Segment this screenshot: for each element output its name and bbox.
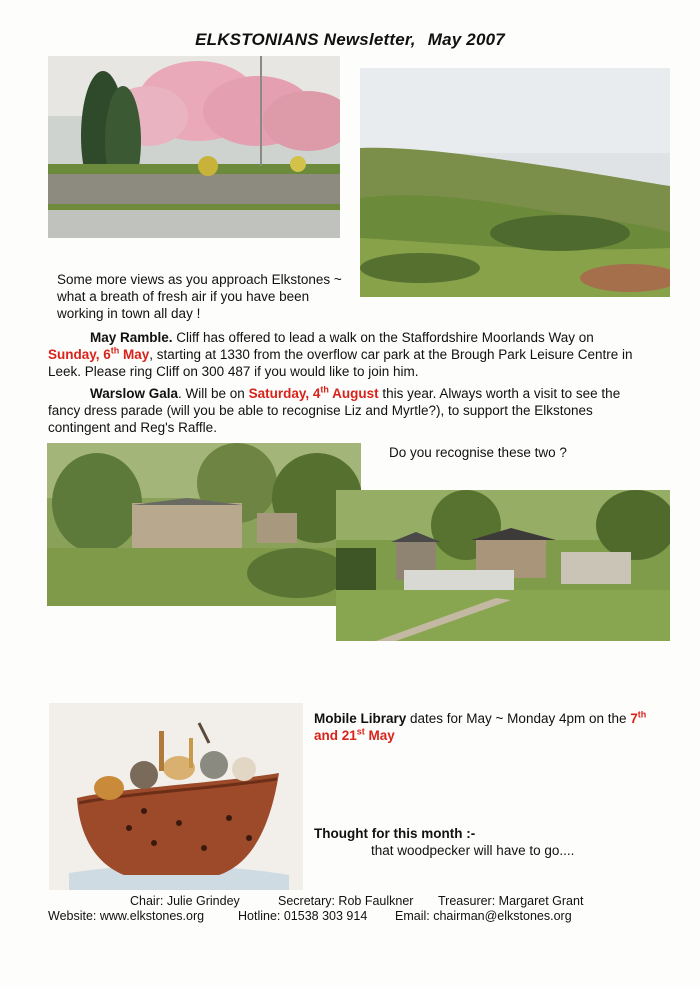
mobile-library-section — [314, 710, 684, 744]
thought-heading: Thought for this month :- — [314, 826, 476, 841]
library-heading: Mobile Library — [314, 711, 407, 726]
may-ramble-line — [48, 346, 673, 363]
library-line — [314, 727, 684, 744]
blossom-wall-photo — [48, 56, 340, 238]
footer-chair: Chair: Julie Grindey — [130, 894, 240, 908]
thought-text: that woodpecker will have to go.... — [371, 843, 575, 858]
farmhouse-photo — [47, 443, 361, 606]
title-date: May 2007 — [427, 30, 505, 49]
library-date-1: 7th — [630, 709, 647, 726]
may-ramble-text: Cliff has offered to lead a walk on the Staffordshire Moorlands Way on — [172, 330, 594, 345]
may-ramble-line — [48, 329, 673, 346]
library-text: dates for May ~ Monday 4pm on the — [406, 711, 631, 726]
intro-line: working in town all day ! — [57, 306, 201, 321]
gala-line: contingent and Reg's Raffle. — [48, 420, 217, 435]
library-date-2: and 21st May — [314, 726, 395, 743]
footer-hotline: Hotline: 01538 303 914 — [238, 909, 368, 923]
hillside-landscape-photo — [360, 68, 670, 297]
farm-buildings-photo — [336, 490, 670, 641]
thought-section — [314, 825, 684, 859]
may-ramble-date: Sunday, 6th May — [48, 345, 150, 362]
footer-treasurer: Treasurer: Margaret Grant — [438, 894, 584, 908]
may-ramble-text: , starting at 1330 from the overflow car park at the Brough Park Leisure Centre in — [149, 347, 633, 362]
gala-date: Saturday, 4th August — [248, 384, 379, 401]
gala-line — [48, 385, 673, 402]
recognise-caption: Do you recognise these two ? — [389, 445, 567, 460]
footer-email: Email: chairman@elkstones.org — [395, 909, 572, 923]
gala-text: . Will be on — [178, 386, 249, 401]
gala-line: fancy dress parade (will you be able to recognise Liz and Myrtle?), to support the Elkstones — [48, 403, 593, 418]
library-line — [314, 710, 684, 727]
warslow-gala-section — [48, 385, 673, 436]
newsletter-title — [0, 30, 700, 50]
footer-website: Website: www.elkstones.org — [48, 909, 205, 923]
intro-paragraph — [57, 271, 357, 322]
title-text: ELKSTONIANS Newsletter, — [195, 30, 416, 49]
intro-line: what a breath of fresh air if you have been — [57, 289, 310, 304]
noahs-ark-cartoon — [49, 703, 303, 890]
may-ramble-section — [48, 329, 673, 380]
gala-heading: Warslow Gala — [90, 386, 179, 401]
gala-text: this year. Always worth a visit to see the — [378, 386, 621, 401]
may-ramble-heading: May Ramble. — [90, 330, 173, 345]
may-ramble-line: Leek. Please ring Cliff on 300 487 if you would like to join him. — [48, 364, 419, 379]
footer-secretary: Secretary: Rob Faulkner — [278, 894, 414, 908]
intro-line: Some more views as you approach Elkstones ~ — [57, 272, 342, 287]
